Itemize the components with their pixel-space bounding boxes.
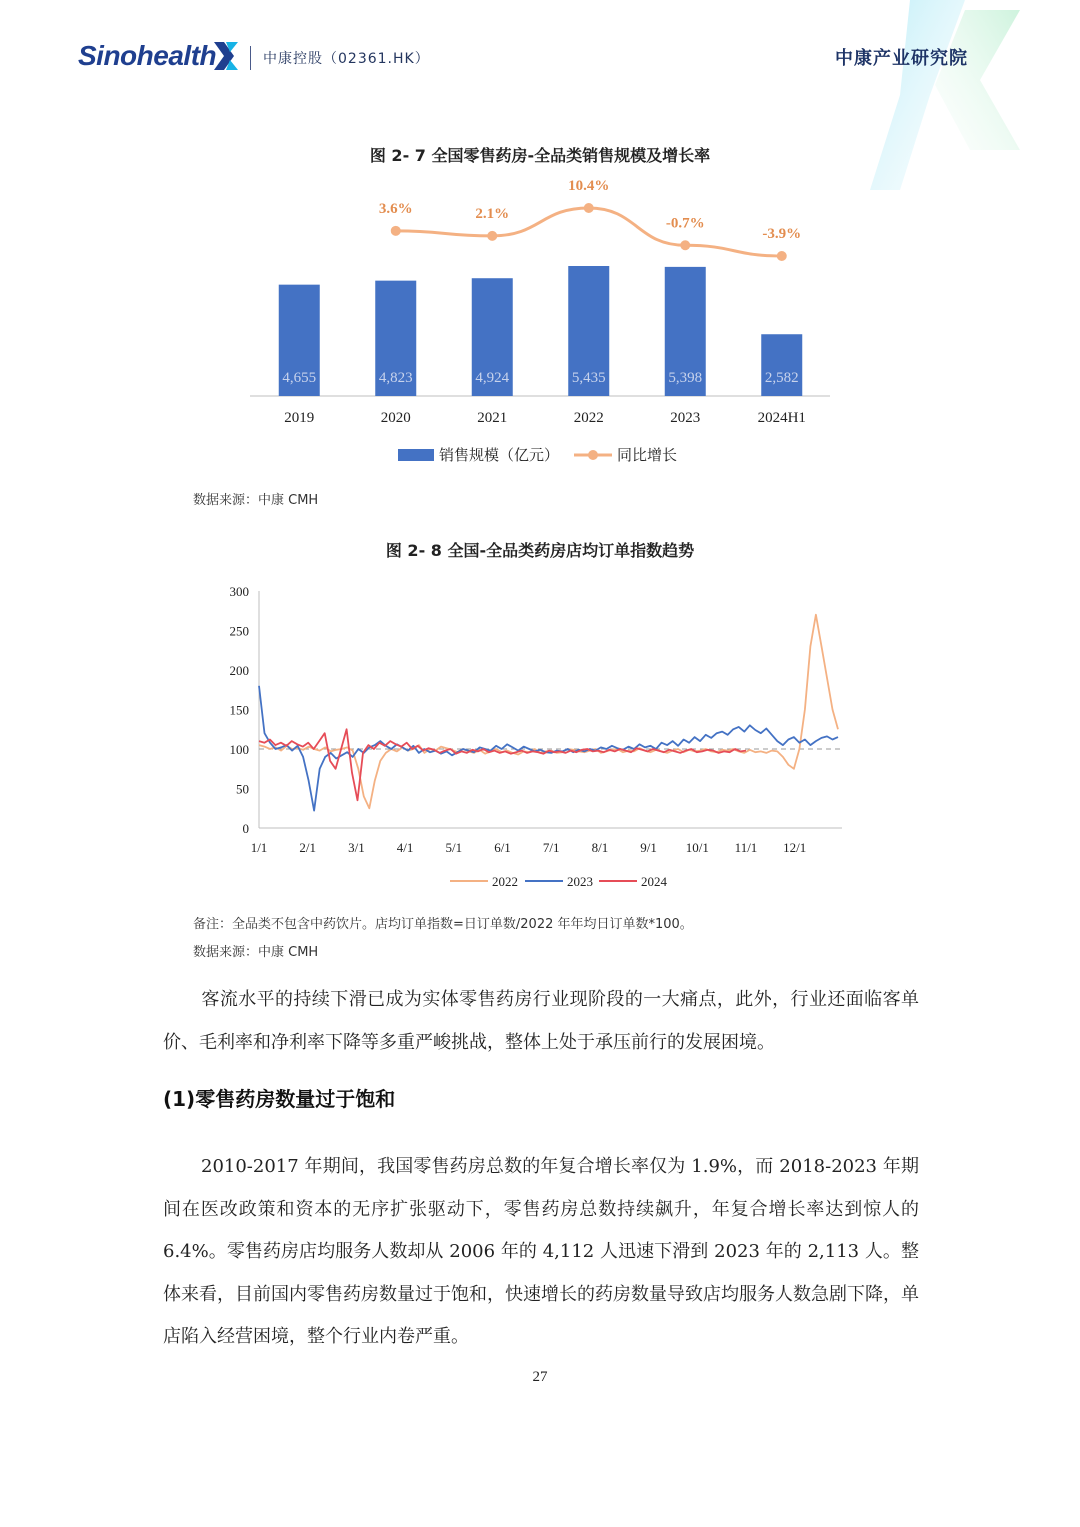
bar-value-label: 2,582 bbox=[764, 370, 799, 386]
x-tick-label: 2023 bbox=[670, 410, 701, 426]
bar-value-label: 4,924 bbox=[475, 370, 510, 386]
page-header bbox=[0, 0, 1080, 120]
body-paragraph-2 bbox=[163, 1146, 919, 1359]
order-index-chart bbox=[210, 578, 860, 898]
x-tick-label: 2019 bbox=[284, 410, 315, 426]
y-tick-label: 250 bbox=[229, 623, 249, 639]
series-line-2022 bbox=[259, 615, 838, 809]
x-tick-label: 3/1 bbox=[348, 840, 365, 855]
growth-point bbox=[391, 226, 401, 236]
y-tick-label: 300 bbox=[229, 584, 249, 599]
y-tick-label: 150 bbox=[229, 702, 249, 718]
figure2-title: 图 2- 8 全国-全品类药房店均订单指数趋势 bbox=[385, 541, 695, 560]
x-tick-label: 9/1 bbox=[640, 840, 657, 855]
series-line-2024 bbox=[259, 729, 746, 800]
growth-rate-line bbox=[396, 205, 782, 256]
body-paragraph-2-text: 2010-2017 年期间，我国零售药房总数的年复合增长率仅为 1.9%，而 2018-2023 年期间在医改政策和资本的无序扩张驱动下，零售药房总数持续飙升，年复合增长率达到惊人的 6.4%。零售药房店均服务人数却从 2006 年的 4,112 人迅速下滑到 2023 年的 2,113 人。整体来看，目前国内零售药房数量过于饱和，快速增长的药房数量导致店均服务人数急剧下降，单店陷入经营困境，整个行业内卷严重。 bbox=[163, 1156, 919, 1347]
y-tick-label: 0 bbox=[242, 821, 249, 836]
x-tick-label: 1/1 bbox=[250, 840, 268, 855]
growth-value-label: -0.7% bbox=[665, 215, 705, 232]
legend-label-2022: 2022 bbox=[492, 874, 518, 889]
x-tick-label: 4/1 bbox=[396, 840, 414, 855]
bar-value-label: 5,398 bbox=[668, 370, 703, 386]
x-tick-label: 2020 bbox=[380, 410, 411, 426]
figure1-source: 数据来源：中康 CMH bbox=[193, 493, 319, 508]
institute-name: 中康产业研究院 bbox=[835, 48, 968, 69]
figure1-title: 图 2- 7 全国零售药房-全品类销售规模及增长率 bbox=[369, 146, 711, 165]
x-tick-label: 11/1 bbox=[734, 840, 758, 855]
bar-value-label: 4,823 bbox=[378, 370, 413, 386]
body-paragraph-1 bbox=[163, 979, 919, 1064]
growth-value-label: -3.9% bbox=[762, 226, 802, 242]
x-tick-label: 2021 bbox=[477, 410, 508, 426]
growth-value-label: 3.6% bbox=[378, 200, 413, 217]
legend-bar-label: 销售规模（亿元） bbox=[439, 448, 560, 464]
growth-point bbox=[584, 203, 594, 213]
growth-value-label: 2.1% bbox=[475, 205, 510, 222]
bar-value-label: 5,435 bbox=[571, 370, 606, 386]
bar-value-label: 4,655 bbox=[282, 370, 317, 386]
y-tick-label: 50 bbox=[236, 781, 249, 797]
brand-logo-icon bbox=[212, 38, 242, 74]
x-tick-label: 10/1 bbox=[685, 840, 709, 855]
legend-line-label: 同比增长 bbox=[617, 448, 678, 464]
growth-value-label: 10.4% bbox=[568, 178, 610, 194]
y-tick-label: 200 bbox=[229, 663, 249, 678]
legend-line-marker bbox=[588, 450, 598, 460]
x-tick-label: 8/1 bbox=[591, 840, 609, 855]
figure2-note: 备注：全品类不包含中药饮片。店均订单指数=日订单数/2022 年年均日订单数*100。 bbox=[193, 917, 693, 932]
x-tick-label: 12/1 bbox=[783, 840, 807, 855]
growth-point bbox=[487, 231, 497, 241]
x-tick-label: 2/1 bbox=[299, 840, 317, 855]
legend-label-2023: 2023 bbox=[567, 874, 593, 889]
page-number: 27 bbox=[532, 1369, 548, 1385]
growth-point bbox=[680, 240, 690, 250]
section-heading: (1)零售药房数量过于饱和 bbox=[163, 1087, 396, 1111]
legend-label-2024: 2024 bbox=[641, 874, 667, 889]
y-tick-label: 100 bbox=[229, 742, 249, 757]
figure2-source: 数据来源：中康 CMH bbox=[193, 945, 319, 960]
x-tick-label: 2022 bbox=[573, 410, 604, 426]
header-divider bbox=[250, 46, 251, 70]
x-tick-label: 6/1 bbox=[494, 840, 511, 855]
growth-point bbox=[777, 251, 787, 261]
company-name: 中康控股（02361.HK） bbox=[263, 51, 430, 67]
body-paragraph-1-text: 客流水平的持续下滑已成为实体零售药房行业现阶段的一大痛点，此外，行业还面临客单价、毛利率和净利率下降等多重严峻挑战，整体上处于承压前行的发展困境。 bbox=[163, 989, 919, 1053]
sales-growth-chart bbox=[240, 170, 840, 480]
bar-2024H1 bbox=[761, 334, 802, 396]
x-tick-label: 5/1 bbox=[445, 840, 463, 855]
brand-logo-text: Sinohealth bbox=[78, 40, 217, 71]
x-tick-label: 2024H1 bbox=[757, 410, 806, 426]
x-tick-label: 7/1 bbox=[542, 840, 560, 855]
legend-bar-swatch bbox=[398, 449, 434, 461]
